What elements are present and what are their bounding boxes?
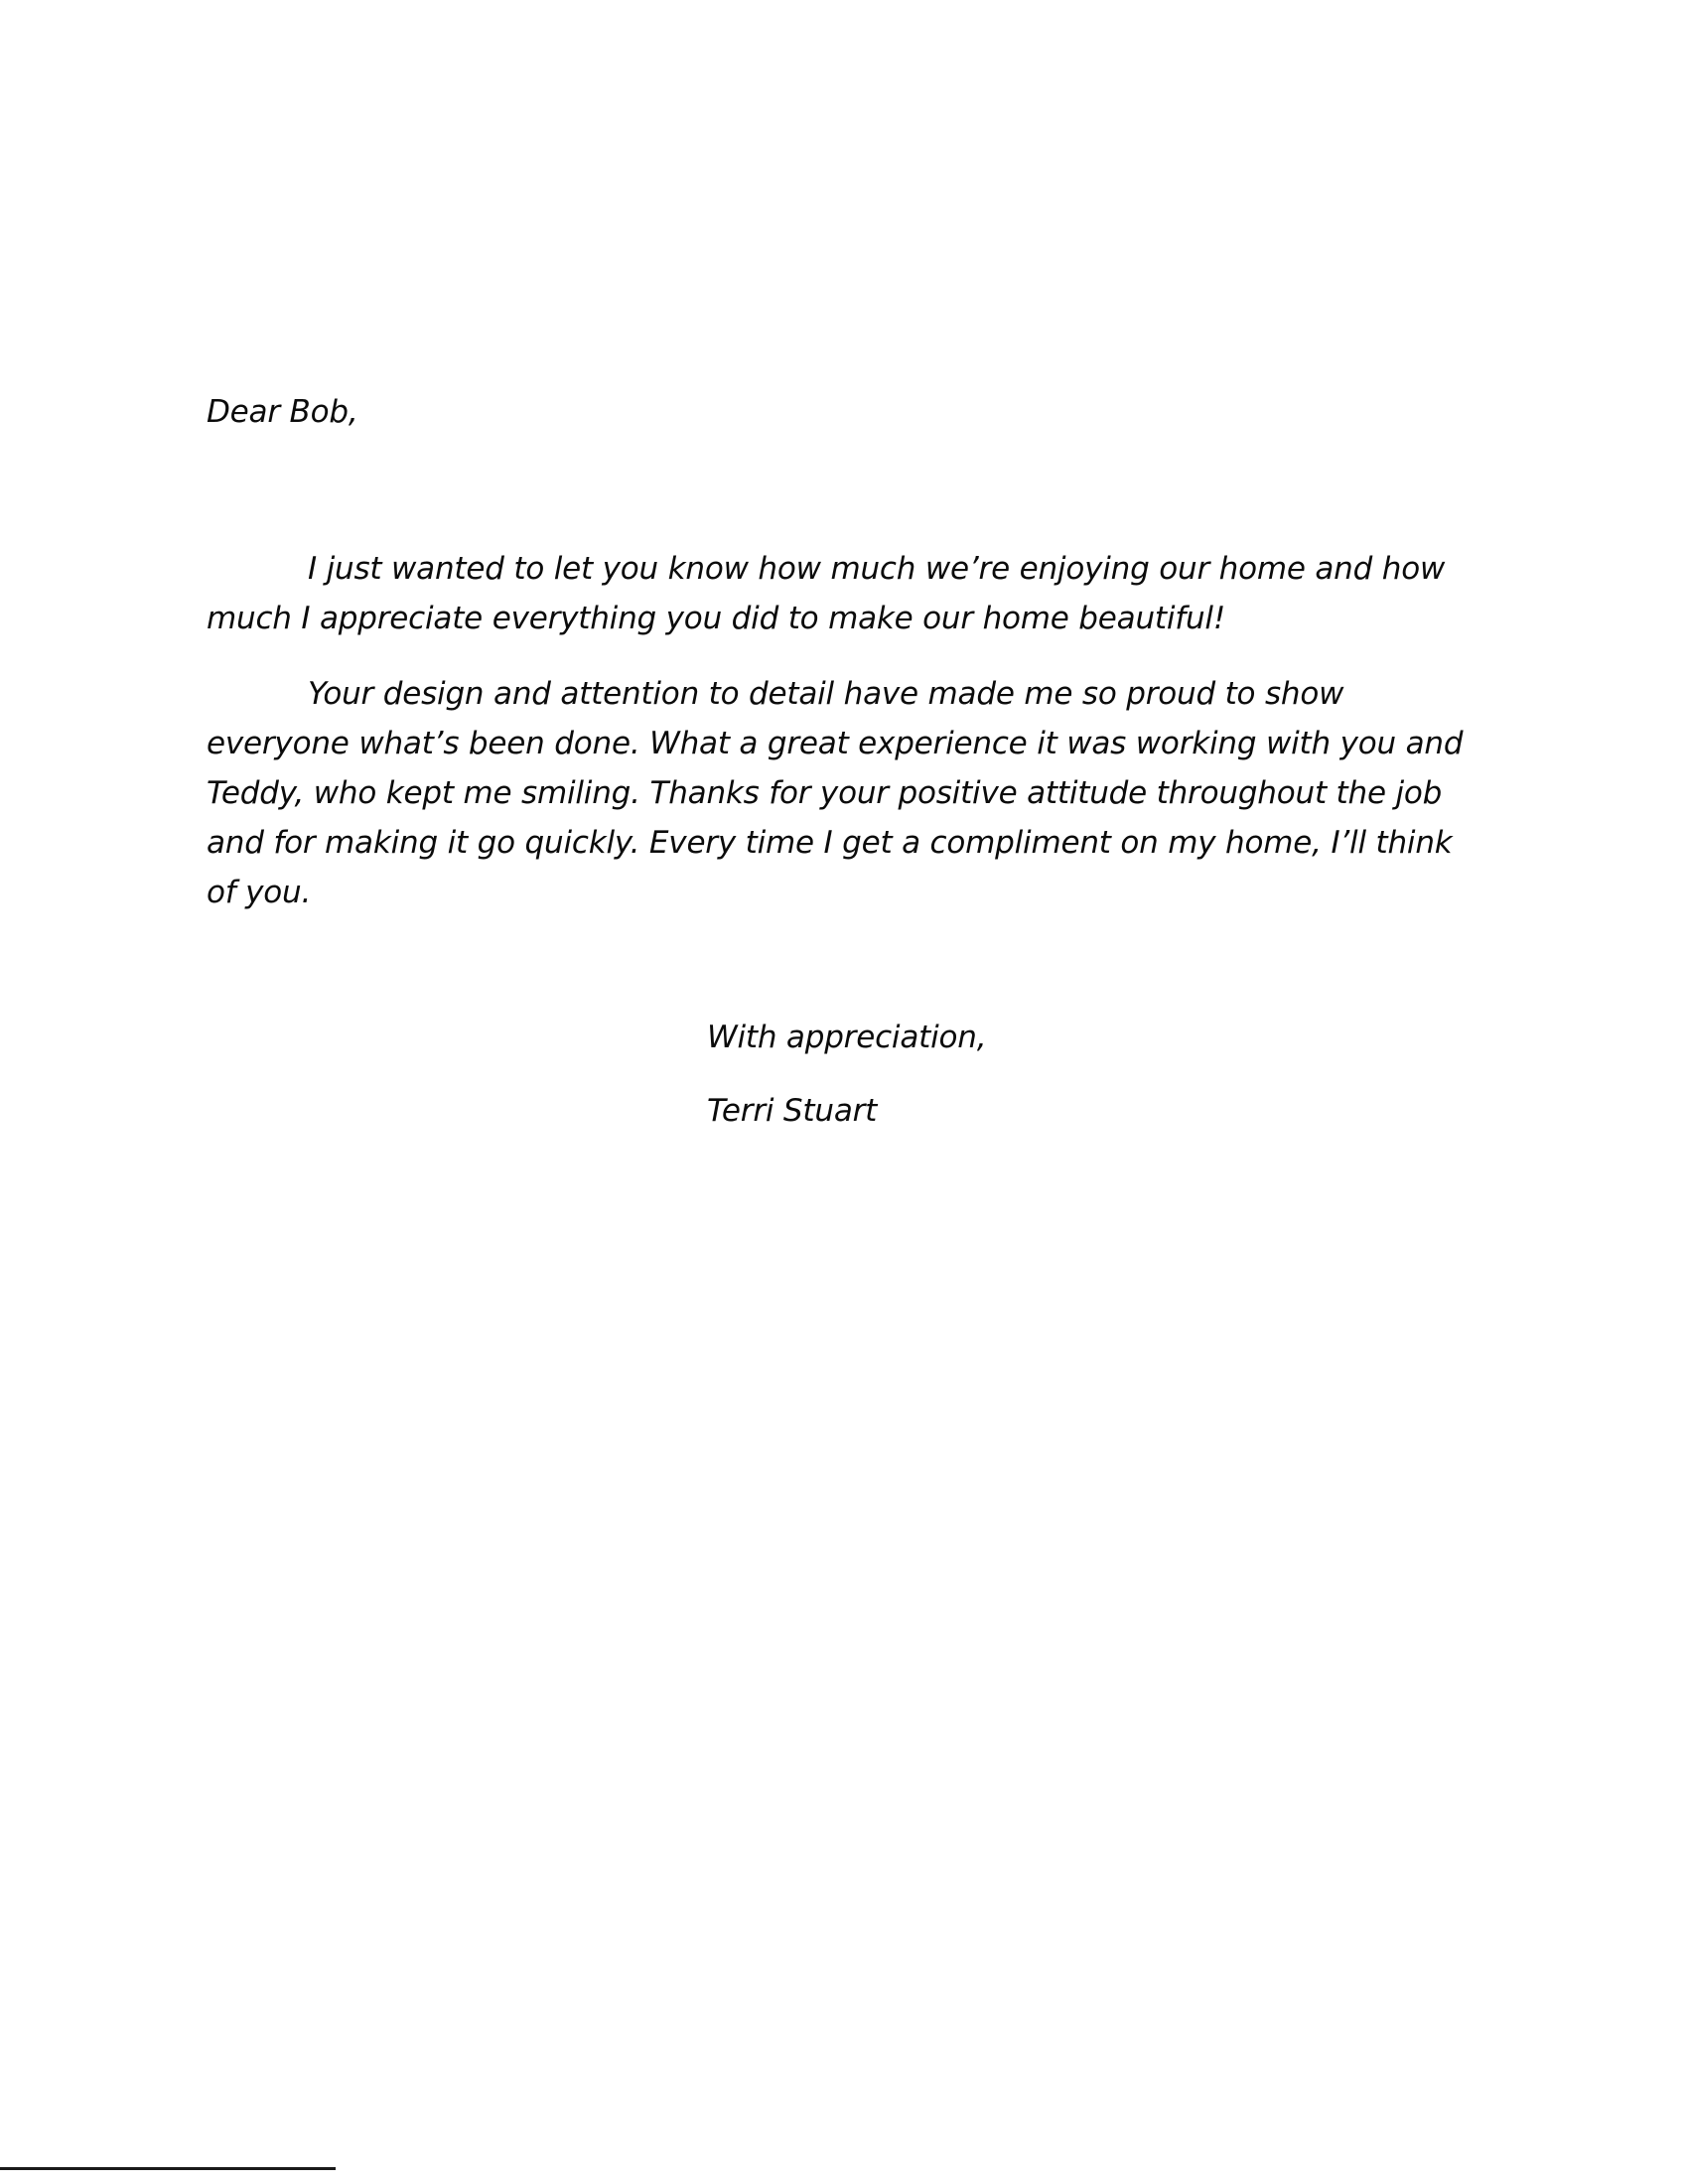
paragraph-line: everyone what’s been done. What a great experience it was working with you and	[207, 726, 1464, 761]
salutation: Dear Bob,	[207, 394, 358, 430]
paragraph-line: I just wanted to let you know how much we’re enjoying our home and how	[308, 551, 1446, 587]
paragraph-line: much I appreciate everything you did to make our home beautiful!	[207, 601, 1226, 636]
closing: With appreciation,	[707, 1020, 987, 1055]
paragraph-line: Teddy, who kept me smiling. Thanks for your positive attitude throughout the job	[207, 775, 1443, 811]
scan-edge-line	[0, 2167, 336, 2170]
paragraph-1	[207, 544, 1507, 643]
paragraph-line: Your design and attention to detail have made me so proud to show	[308, 676, 1344, 712]
paragraph-line: and for making it go quickly. Every time I get a compliment on my home, I’ll think	[207, 825, 1453, 861]
letter-body	[207, 544, 1507, 943]
signature-name: Terri Stuart	[707, 1093, 878, 1129]
paragraph-line: of you.	[207, 875, 312, 910]
paragraph-2	[207, 669, 1507, 917]
